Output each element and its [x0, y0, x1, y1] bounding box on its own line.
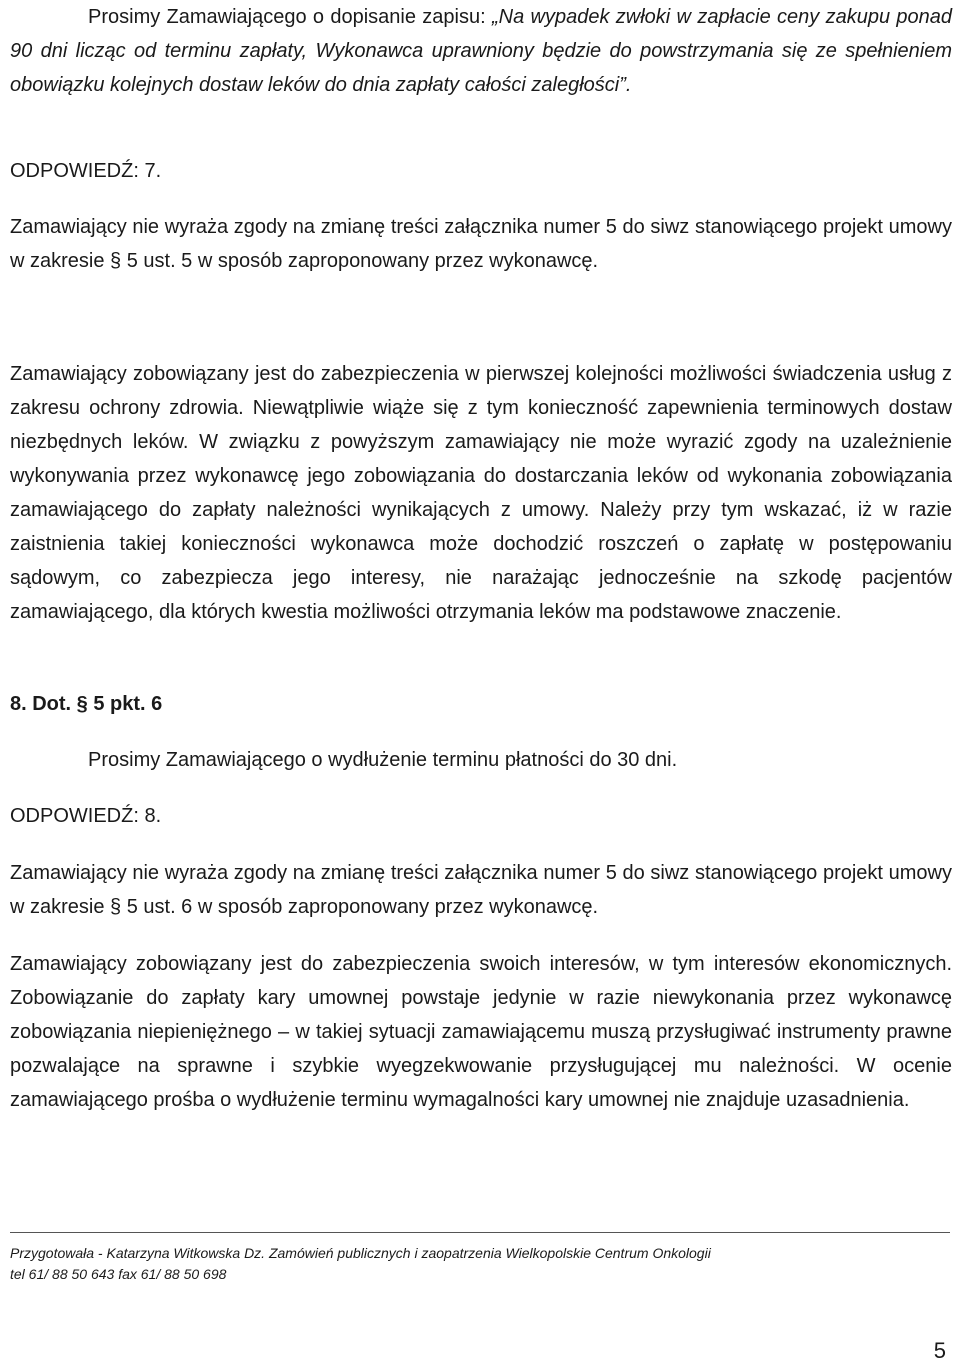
request-lead: Prosimy Zamawiającego o dopisanie zapisu: [88, 6, 492, 28]
answer-8-paragraph-2: Zamawiający zobowiązany jest do zabezpieczenia swoich interesów, w tym interesów ekonomicznych. Zobowiązanie do zapłaty kary umownej powstaje jedynie w razie niewykonania przez wykonawcę zobowiązania niepieniężnego – w takiej sytuacji zamawiającemu muszą przysługiwać instrumenty prawne pozwalające na sprawne i szybkie wyegzekwowanie przysługującej mu należności. W ocenie zamawiającego prośba o wydłużenie terminu wymagalności kary umownej nie znajduje uzasadnienia. [10, 953, 952, 1111]
footer-divider [10, 1232, 950, 1233]
answer-8-heading: ODPOWIEDŹ: 8. [10, 805, 162, 827]
request-quote: „Na wypadek zwłoki w zapłacie ceny zakupu ponad 90 dni licząc od terminu zapłaty, Wykonawca uprawniony będzie do powstrzymania się ze spełnieniem obowiązku kolejnych dostaw leków do dnia zapłaty całości zaległości”. [10, 6, 953, 96]
answer-7-heading: ODPOWIEDŹ: 7. [10, 160, 162, 182]
answer-8-paragraph-1: Zamawiający nie wyraża zgody na zmianę treści załącznika numer 5 do siwz stanowiącego projekt umowy w zakresie § 5 ust. 6 w sposób zaproponowany przez wykonawcę. [10, 862, 952, 918]
section-8-heading: 8. Dot. § 5 pkt. 6 [10, 693, 163, 715]
footer-author-line: Przygotowała - Katarzyna Witkowska Dz. Zamówień publicznych i zaopatrzenia Wielkopolskie Centrum Onkologii [10, 1245, 711, 1261]
section-8-question: Prosimy Zamawiającego o wydłużenie terminu płatności do 30 dni. [88, 749, 678, 771]
footer-contact-line: tel 61/ 88 50 643 fax 61/ 88 50 698 [10, 1266, 227, 1282]
request-paragraph-7 [10, 0, 952, 102]
answer-7-paragraph-1: Zamawiający nie wyraża zgody na zmianę treści załącznika numer 5 do siwz stanowiącego projekt umowy w zakresie § 5 ust. 5 w sposób zaproponowany przez wykonawcę. [10, 216, 952, 272]
answer-7-paragraph-2: Zamawiający zobowiązany jest do zabezpieczenia w pierwszej kolejności możliwości świadczenia usług z zakresu ochrony zdrowia. Niewątpliwie wiąże się z tym konieczność zapewnienia terminowych dostaw niezbędnych leków. W związku z powyższym zamawiający nie może wyrazić zgody na uzależnienie wykonywania przez wykonawcę jego zobowiązania do dostarczania leków od wykonania zobowiązania zamawiającego do zapłaty należności wynikających z umowy. Należy przy tym wskazać, iż w razie zaistnienia takiej konieczności wykonawca może dochodzić roszczeń o zapłatę w postępowaniu sądowym, co zabezpiecza jego interesy, nie narażając jednocześnie na szkodę pacjentów zamawiającego, dla których kwestia możliwości otrzymania leków ma podstawowe znaczenie. [10, 363, 952, 623]
page-number: 5 [933, 1338, 946, 1363]
